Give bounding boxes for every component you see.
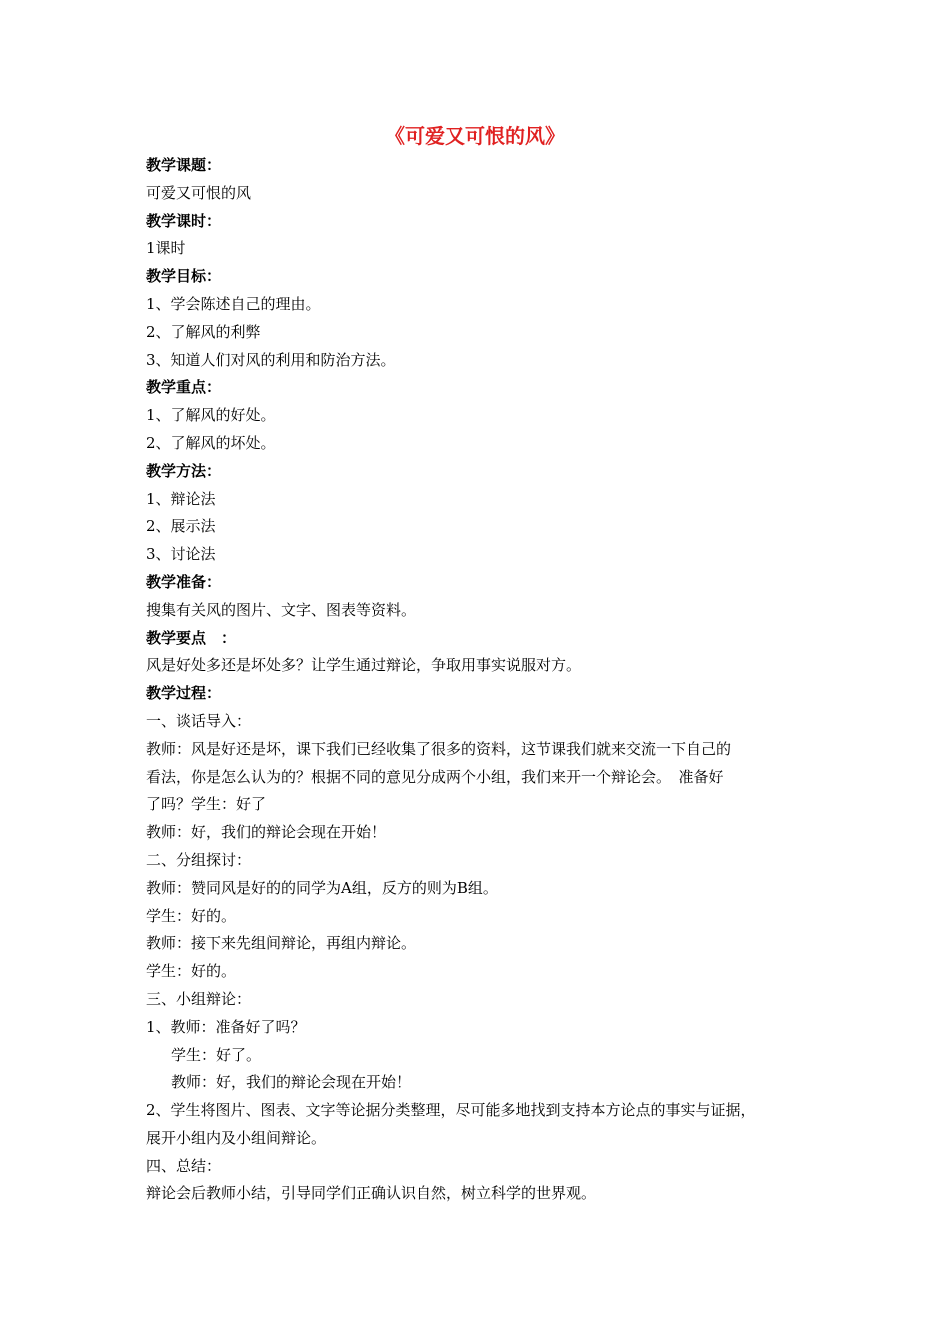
document-title: 《可爱又可恨的风》 [385, 124, 565, 148]
body-line: 2、学生将图片、图表、文字等论据分类整理，尽可能多地找到支持本方论点的事实与证据， [146, 1101, 756, 1120]
body-line: 2、展示法 [146, 517, 216, 536]
section-heading: 教学目标： [146, 267, 222, 286]
section-heading: 教学方法： [146, 461, 222, 480]
body-line: 教师：风是好还是坏，课下我们已经收集了很多的资料，这节课我们就来交流一下自己的 [146, 739, 732, 758]
body-line: 学生：好的。 [146, 962, 237, 981]
body-line: 二、分组探讨： [146, 850, 252, 869]
body-line: 搜集有关风的图片、文字、图表等资料。 [146, 600, 417, 619]
body-line: 了吗？学生：好了 [146, 795, 267, 814]
document-body [146, 152, 816, 1208]
body-line: 三、小组辩论： [146, 989, 252, 1008]
body-line: 辩论会后教师小结，引导同学们正确认识自然，树立科学的世界观。 [146, 1184, 597, 1203]
body-line: 1、教师：准备好了吗？ [146, 1017, 306, 1036]
body-line: 学生：好的。 [146, 906, 237, 925]
body-line: 可爱又可恨的风 [146, 183, 252, 202]
body-line: 2、了解风的坏处。 [146, 433, 276, 452]
body-line: 1、学会陈述自己的理由。 [146, 294, 321, 313]
body-line: 教师：好，我们的辩论会现在开始！ [146, 823, 387, 842]
body-line: 看法，你是怎么认为的？根据不同的意见分成两个小组，我们来开一个辩论会。 准备好 [146, 767, 724, 786]
section-heading: 教学准备： [146, 572, 222, 591]
section-heading: 教学重点： [146, 378, 222, 397]
section-heading: 教学要点 ： [146, 628, 237, 647]
body-line: 教师：好，我们的辩论会现在开始！ [171, 1073, 412, 1092]
body-line: 2、了解风的利弊 [146, 322, 261, 341]
body-line: 展开小组内及小组间辩论。 [146, 1128, 327, 1147]
body-line: 1课时 [146, 239, 186, 258]
body-line: 1、辩论法 [146, 489, 216, 508]
body-line: 一、谈话导入： [146, 711, 252, 730]
body-line: 3、讨论法 [146, 545, 216, 564]
body-line: 教师：赞同风是好的的同学为A组，反方的则为B组。 [146, 878, 498, 897]
body-line: 3、知道人们对风的利用和防治方法。 [146, 350, 396, 369]
body-line: 学生：好了。 [171, 1045, 262, 1064]
body-line: 1、了解风的好处。 [146, 406, 276, 425]
section-heading: 教学过程： [146, 684, 222, 703]
body-line: 四、总结： [146, 1156, 222, 1175]
section-heading: 教学课时： [146, 211, 222, 230]
section-heading: 教学课题： [146, 156, 222, 174]
body-line: 教师：接下来先组间辩论，再组内辩论。 [146, 934, 417, 953]
body-line: 风是好处多还是坏处多？让学生通过辩论，争取用事实说服对方。 [146, 656, 582, 675]
